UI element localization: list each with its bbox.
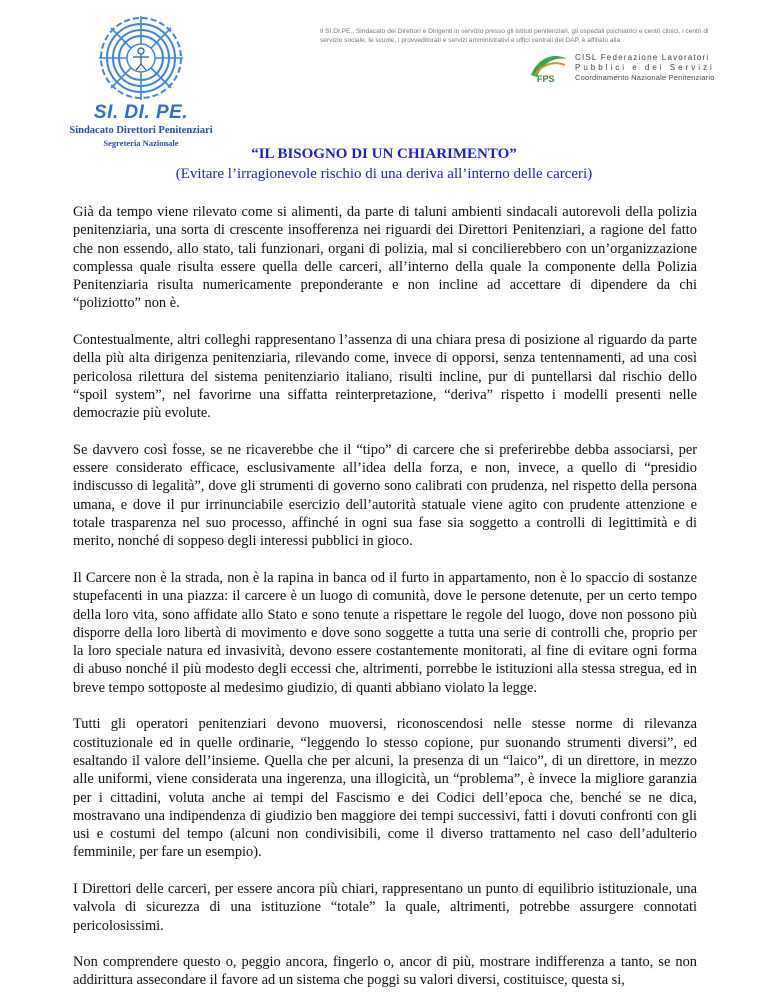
affiliation-note: Il SI.DI.PE., Sindacato dei Direttori e Dirigenti in servizio presso gli istituti penitenziari, gli ospedali psichiatrici e centri clinici, i centri di servizio sociale, le scuole, i provveditorati e servizi amministrativi e uffici centrali del DAP, è affiliato alla: [320, 28, 709, 44]
gear-emblem-icon: [81, 14, 201, 106]
document-title: “IL BISOGNO DI UN CHIARIMENTO”: [251, 146, 517, 162]
logo-subtitle: Sindacato Direttori Penitenziari: [69, 125, 213, 136]
paragraph: Tutti gli operatori penitenziari devono muoversi, riconoscendosi nelle stesse norme di rilevanza costituzionale ed in quelle ordinarie, “leggendo lo stesso copione, pur suonando strumenti diversi”, ed esaltando il valore dell’insieme. Quella che per alcuni, la presenza di un “laico”, di un direttore, in mezzo alle uniformi, viene considerata una ingerenza, una illogicità, un “problema”, è invece la migliore garanzia per i cittadini, voluta anche ai tempi del Fascismo e dei Codici dell’epoca che, benché se ne dica, mostravano una indipendenza di giudizio ben maggiore dei tempi successivi, fatti i dovuti confronti con gli usi e costumi del tempo (alcuni non condivisibili, come il diverso trattamento nel caso dell’adulterio femminile, per fare un esempio).: [73, 716, 697, 861]
paragraph: Già da tempo viene rilevato come si alimenti, da parte di taluni ambienti sindacali autorevoli della polizia penitenziaria, una sorta di crescente insofferenza nei riguardi dei Direttori Penitenziari, a ragione del fatto che non essendo, allo stato, tali funzionari, organi di polizia, mal si concilierebbero con un’organizzazione complessa quale risulta essere quella delle carceri, all’interno della quale la componente della Polizia Penitenziaria risulta numericamente preponderante e non incline ad accettare di dipendere da chi “poliziotto” non è.: [73, 204, 697, 312]
document-body: [73, 203, 697, 1008]
sidape-logo: [66, 14, 216, 148]
logo-name: SI. DI. PE.: [93, 102, 189, 123]
paragraph: Se davvero così fosse, se ne ricaverebbe che il “tipo” di carcere che si preferirebbe debba associarsi, per essere considerato efficace, esclusivamente all’idea della forza, e non, invece, a quello di “presidio indiscusso di legalità”, dove gli strumenti di governo sono calibrati con prudenza, nel rispetto della persona umana, e dove il pur irrinunciabile esercizio dell’autorità statuale viene agito con prudente attenzione e totale trasparenza nel suo processo, affinché in ogni sua fase sia soggetto a controlli di legittimità e di merito, nonché di soppeso degli interessi pubblici in gioco.: [73, 441, 697, 550]
paragraph: I Direttori delle carceri, per essere ancora più chiari, rappresentano un punto di equilibrio istituzionale, una valvola di sicurezza di una istituzione “totale” la quale, altrimenti, potrebbe assurgere connotati pericolosissimi.: [73, 880, 697, 934]
cisl-fps-logo: [527, 49, 737, 85]
fps-mark-icon: [527, 51, 571, 83]
logo-office: Segreteria Nazionale: [103, 138, 179, 148]
cisl-line-3: Coordinamento Nazionale Penitenziario: [575, 73, 715, 82]
paragraph: Contestualmente, altri colleghi rappresentano l’assenza di una chiara presa di posizione al riguardo da parte della più alta dirigenza penitenziaria, rilevando come, invece di opporsi, senza tentennamenti, ad una così pericolosa rilettura del sistema penitenziario italiano, risulti incline, pur di puntellarsi dal rischio dello “spoil system”, nel favorirne una siffatta reinterpretazione, “deriva” rispetto i modelli presenti nelle democrazie più evolute.: [73, 332, 697, 422]
document-subtitle: (Evitare l’irragionevole rischio di una deriva all’interno delle carceri): [175, 166, 593, 182]
fps-mark-text: FPS: [537, 74, 555, 83]
cisl-line-1: CISL Federazione Lavoratori: [575, 53, 710, 62]
cisl-line-2: Pubblici e dei Servizi: [575, 63, 715, 72]
paragraph: Non comprendere questo o, peggio ancora, fingerlo o, ancor di più, mostrare indifferenza a tanto, se non addirittura assecondare il favore ad un sistema che poggi su valori diversi, costituisce, questa si,: [73, 954, 697, 989]
paragraph: Il Carcere non è la strada, non è la rapina in banca od il furto in appartamento, non è lo spaccio di sostanze stupefacenti in una piazza: il carcere è un luogo di comunità, dove le persone detenute, per un certo tempo della loro vita, sono affidate allo Stato e sono tenute a rispettare le regole del luogo, dove non possono più disporre della loro libertà di movimento e dove sono soggette a tutta una serie di controlli che, proprio per la loro speciale natura ed invasività, devono essere costantemente monitorati, al fine di evitare ogni forma di abuso nonché il più modesto degli eccessi che, altrimenti, porrebbe le istituzioni alla stessa stregua, ed in breve tempo sottoposte al medesimo giudizio, di quanti abbiano violato la legge.: [73, 569, 697, 696]
